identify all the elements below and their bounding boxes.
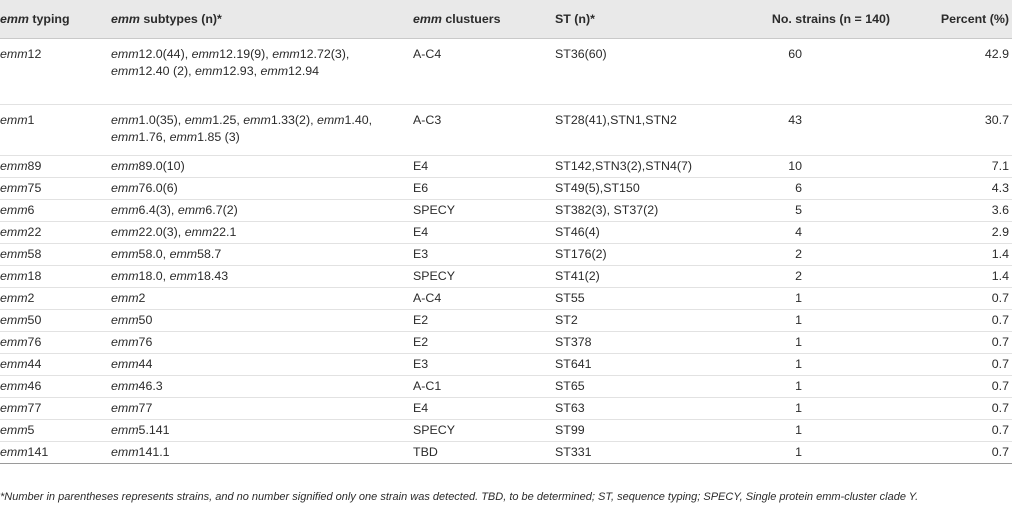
cell-emm-cluster: SPECY <box>413 420 555 442</box>
header-no-strains: No. strains (n = 140) <box>715 0 893 39</box>
cell-st: ST28(41),STN1,STN2 <box>555 105 715 156</box>
header-row <box>0 0 1012 39</box>
cell-st: ST36(60) <box>555 39 715 105</box>
cell-st: ST176(2) <box>555 244 715 266</box>
cell-percent: 0.7 <box>893 332 1012 354</box>
cell-percent: 4.3 <box>893 178 1012 200</box>
cell-emm-subtypes: emm22.0(3), emm22.1 <box>111 222 413 244</box>
cell-emm-subtypes: emm44 <box>111 354 413 376</box>
table-row <box>0 288 1012 310</box>
cell-no-strains: 43 <box>715 105 893 156</box>
cell-emm-cluster: E3 <box>413 354 555 376</box>
cell-emm-typing: emm1 <box>0 105 111 156</box>
table-row <box>0 105 1012 156</box>
cell-emm-typing: emm75 <box>0 178 111 200</box>
cell-percent: 30.7 <box>893 105 1012 156</box>
cell-emm-subtypes: emm50 <box>111 310 413 332</box>
cell-no-strains: 1 <box>715 420 893 442</box>
table-row <box>0 266 1012 288</box>
header-percent: Percent (%) <box>893 0 1012 39</box>
cell-emm-cluster: E4 <box>413 398 555 420</box>
cell-st: ST41(2) <box>555 266 715 288</box>
cell-percent: 2.9 <box>893 222 1012 244</box>
cell-emm-typing: emm58 <box>0 244 111 266</box>
table-row <box>0 442 1012 464</box>
cell-emm-subtypes: emm18.0, emm18.43 <box>111 266 413 288</box>
cell-emm-typing: emm22 <box>0 222 111 244</box>
cell-no-strains: 4 <box>715 222 893 244</box>
cell-emm-subtypes: emm141.1 <box>111 442 413 464</box>
cell-emm-cluster: SPECY <box>413 200 555 222</box>
table-row <box>0 354 1012 376</box>
cell-percent: 0.7 <box>893 354 1012 376</box>
cell-emm-cluster: E6 <box>413 178 555 200</box>
cell-emm-typing: emm12 <box>0 39 111 105</box>
cell-no-strains: 60 <box>715 39 893 105</box>
cell-emm-typing: emm141 <box>0 442 111 464</box>
cell-emm-cluster: A-C4 <box>413 288 555 310</box>
cell-emm-cluster: A-C4 <box>413 39 555 105</box>
cell-st: ST2 <box>555 310 715 332</box>
cell-st: ST65 <box>555 376 715 398</box>
cell-no-strains: 1 <box>715 398 893 420</box>
cell-emm-subtypes: emm76.0(6) <box>111 178 413 200</box>
cell-st: ST49(5),ST150 <box>555 178 715 200</box>
cell-st: ST63 <box>555 398 715 420</box>
cell-emm-typing: emm18 <box>0 266 111 288</box>
table-row <box>0 244 1012 266</box>
cell-no-strains: 1 <box>715 354 893 376</box>
cell-emm-cluster: SPECY <box>413 266 555 288</box>
cell-percent: 1.4 <box>893 266 1012 288</box>
header-emm-clusters: emm clustuers <box>413 0 555 39</box>
cell-st: ST142,STN3(2),STN4(7) <box>555 156 715 178</box>
cell-percent: 7.1 <box>893 156 1012 178</box>
cell-percent: 0.7 <box>893 398 1012 420</box>
table-body <box>0 39 1012 464</box>
cell-no-strains: 10 <box>715 156 893 178</box>
cell-emm-cluster: E4 <box>413 156 555 178</box>
cell-emm-typing: emm2 <box>0 288 111 310</box>
cell-no-strains: 1 <box>715 376 893 398</box>
header-st: ST (n)* <box>555 0 715 39</box>
cell-percent: 3.6 <box>893 200 1012 222</box>
cell-emm-cluster: E2 <box>413 310 555 332</box>
cell-emm-typing: emm5 <box>0 420 111 442</box>
cell-emm-typing: emm89 <box>0 156 111 178</box>
cell-no-strains: 2 <box>715 244 893 266</box>
table-footnote: *Number in parentheses represents strains, and no number signified only one strain was detected. TBD, to be determined; ST, sequence typing; SPECY, Single protein emm-cluster clade Y. <box>0 491 919 503</box>
cell-st: ST641 <box>555 354 715 376</box>
cell-percent: 0.7 <box>893 442 1012 464</box>
cell-emm-typing: emm50 <box>0 310 111 332</box>
cell-no-strains: 1 <box>715 310 893 332</box>
cell-emm-typing: emm44 <box>0 354 111 376</box>
cell-emm-cluster: E4 <box>413 222 555 244</box>
cell-no-strains: 1 <box>715 442 893 464</box>
cell-no-strains: 2 <box>715 266 893 288</box>
cell-st: ST99 <box>555 420 715 442</box>
table-row <box>0 420 1012 442</box>
cell-percent: 0.7 <box>893 288 1012 310</box>
table-row <box>0 178 1012 200</box>
table-row <box>0 376 1012 398</box>
cell-percent: 0.7 <box>893 376 1012 398</box>
table-row <box>0 39 1012 105</box>
header-emm-typing: emm typing <box>0 0 111 39</box>
table-row <box>0 332 1012 354</box>
cell-emm-subtypes: emm77 <box>111 398 413 420</box>
cell-st: ST382(3), ST37(2) <box>555 200 715 222</box>
cell-emm-typing: emm77 <box>0 398 111 420</box>
cell-st: ST46(4) <box>555 222 715 244</box>
cell-no-strains: 1 <box>715 288 893 310</box>
cell-emm-typing: emm46 <box>0 376 111 398</box>
table-row <box>0 156 1012 178</box>
cell-percent: 0.7 <box>893 420 1012 442</box>
cell-no-strains: 5 <box>715 200 893 222</box>
cell-st: ST378 <box>555 332 715 354</box>
cell-emm-subtypes: emm2 <box>111 288 413 310</box>
cell-emm-subtypes: emm58.0, emm58.7 <box>111 244 413 266</box>
cell-emm-cluster: E2 <box>413 332 555 354</box>
cell-emm-subtypes: emm76 <box>111 332 413 354</box>
cell-st: ST331 <box>555 442 715 464</box>
cell-percent: 42.9 <box>893 39 1012 105</box>
cell-emm-subtypes: emm5.141 <box>111 420 413 442</box>
cell-percent: 0.7 <box>893 310 1012 332</box>
table-row <box>0 222 1012 244</box>
cell-emm-typing: emm76 <box>0 332 111 354</box>
cell-emm-subtypes: emm1.0(35), emm1.25, emm1.33(2), emm1.40, emm1.76, emm1.85 (3) <box>111 105 413 156</box>
cell-emm-cluster: A-C1 <box>413 376 555 398</box>
cell-no-strains: 1 <box>715 332 893 354</box>
cell-emm-typing: emm6 <box>0 200 111 222</box>
cell-emm-subtypes: emm46.3 <box>111 376 413 398</box>
cell-percent: 1.4 <box>893 244 1012 266</box>
cell-emm-cluster: A-C3 <box>413 105 555 156</box>
table-row <box>0 310 1012 332</box>
cell-emm-cluster: TBD <box>413 442 555 464</box>
table-row <box>0 398 1012 420</box>
cell-st: ST55 <box>555 288 715 310</box>
cell-no-strains: 6 <box>715 178 893 200</box>
cell-emm-subtypes: emm89.0(10) <box>111 156 413 178</box>
cell-emm-subtypes: emm12.0(44), emm12.19(9), emm12.72(3), emm12.40 (2), emm12.93, emm12.94 <box>111 39 413 105</box>
table-row <box>0 200 1012 222</box>
cell-emm-subtypes: emm6.4(3), emm6.7(2) <box>111 200 413 222</box>
cell-emm-cluster: E3 <box>413 244 555 266</box>
header-emm-subtypes: emm subtypes (n)* <box>111 0 413 39</box>
